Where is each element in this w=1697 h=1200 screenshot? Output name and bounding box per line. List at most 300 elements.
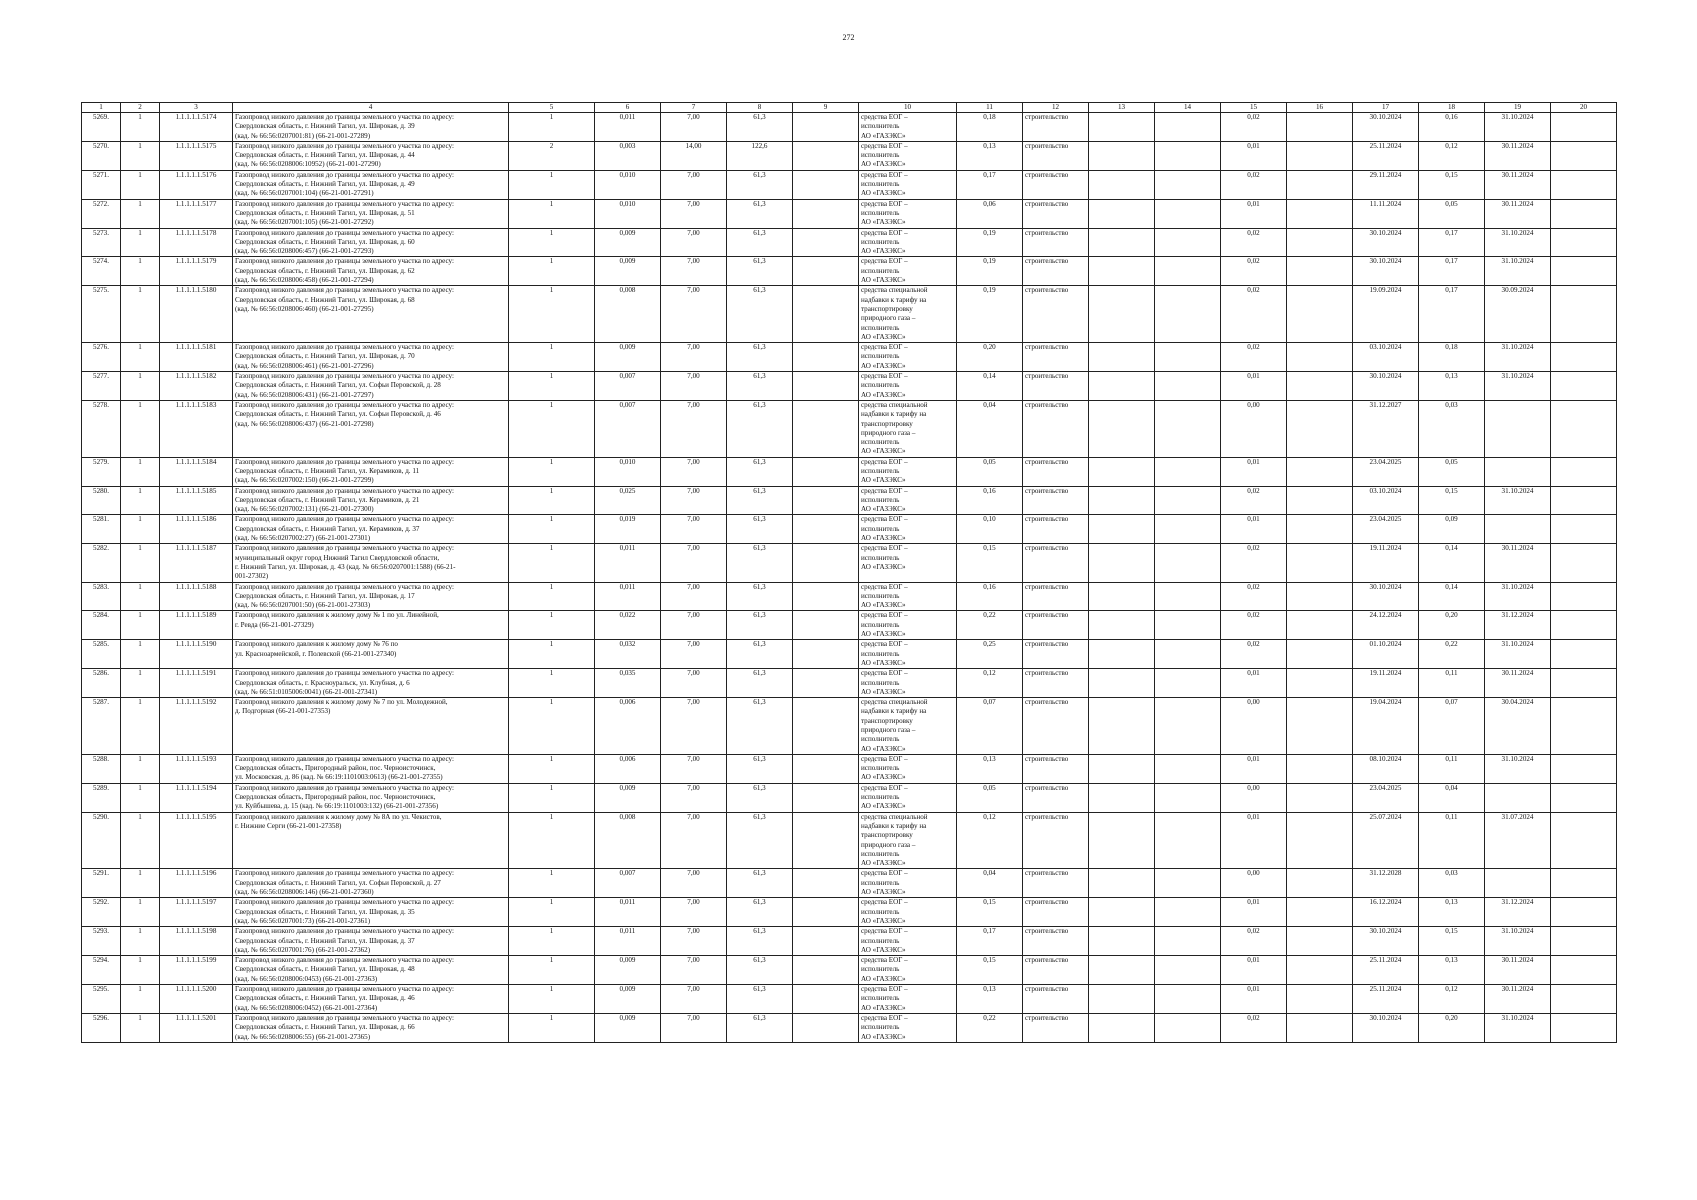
cell-col-7: 7,00	[661, 228, 727, 257]
cell-col-5: 1	[509, 927, 595, 956]
work-type: строительство	[1023, 927, 1089, 956]
cell-col-6: 0,009	[595, 228, 661, 257]
cell-col-20	[1551, 869, 1617, 898]
cell-col-9	[793, 956, 859, 985]
cell-col-5: 1	[509, 956, 595, 985]
table-row	[82, 582, 1617, 611]
work-type: строительство	[1023, 343, 1089, 372]
row-number: 5293.	[82, 927, 121, 956]
start-date: 19.09.2024	[1353, 286, 1419, 343]
row-number: 5270.	[82, 141, 121, 170]
cell-col-18: 0,12	[1419, 141, 1485, 170]
object-description-line: г. Нижний Тагил, ул. Широкая, д. 43 (кад. № 66:56:0207001:1588) (66-21-	[235, 562, 456, 571]
cell-col-16	[1287, 199, 1353, 228]
funding-source	[859, 400, 957, 457]
cell-col-18: 0,15	[1419, 927, 1485, 956]
cell-col-16	[1287, 985, 1353, 1014]
row-number: 5283.	[82, 582, 121, 611]
object-description	[233, 257, 509, 286]
cell-col-16	[1287, 257, 1353, 286]
object-description-line: Свердловская область, г. Красноуральск, ул. Клубная, д. 6	[235, 678, 410, 687]
funding-source-line: АО «ГАЗЭКС»	[861, 131, 906, 140]
cell-col-7: 7,00	[661, 640, 727, 669]
cell-col-8: 61,3	[727, 113, 793, 142]
funding-source-line: средства ЕОГ –	[861, 257, 908, 266]
cell-col-9	[793, 257, 859, 286]
cell-col-8: 61,3	[727, 640, 793, 669]
cell-col-9	[793, 927, 859, 956]
cell-col-11: 0,15	[957, 898, 1023, 927]
row-number: 5275.	[82, 286, 121, 343]
cell-col-15: 0,02	[1221, 582, 1287, 611]
object-code: 1.1.1.1.1.5199	[160, 956, 233, 985]
end-date: 31.10.2024	[1485, 927, 1551, 956]
object-description	[233, 515, 509, 544]
cell-col-8: 61,3	[727, 669, 793, 698]
cell-col-15: 0,02	[1221, 228, 1287, 257]
end-date: 31.10.2024	[1485, 486, 1551, 515]
funding-source-line: средства специальной	[861, 286, 928, 295]
cell-col-6: 0,007	[595, 400, 661, 457]
cell-col-9	[793, 170, 859, 199]
cell-col-18: 0,15	[1419, 170, 1485, 199]
funding-source-line: АО «ГАЗЭКС»	[861, 945, 906, 954]
end-date: 31.10.2024	[1485, 1013, 1551, 1042]
cell-col-14	[1155, 515, 1221, 544]
table-row	[82, 257, 1617, 286]
cell-col-11: 0,15	[957, 544, 1023, 582]
funding-source-line: средства ЕОГ –	[861, 956, 908, 965]
table-row	[82, 170, 1617, 199]
cell-col-15: 0,02	[1221, 1013, 1287, 1042]
funding-source-line: исполнитель	[861, 237, 900, 246]
cell-col-9	[793, 898, 859, 927]
row-number: 5279.	[82, 457, 121, 486]
table-row	[82, 640, 1617, 669]
cell-col-15: 0,02	[1221, 611, 1287, 640]
cell-col-2: 1	[121, 640, 160, 669]
cell-col-13	[1089, 170, 1155, 199]
row-number: 5272.	[82, 199, 121, 228]
object-code: 1.1.1.1.1.5179	[160, 257, 233, 286]
row-number: 5273.	[82, 228, 121, 257]
cell-col-16	[1287, 544, 1353, 582]
funding-source-line: АО «ГАЗЭКС»	[861, 505, 906, 514]
funding-source-line: АО «ГАЗЭКС»	[861, 687, 906, 696]
cell-col-16	[1287, 113, 1353, 142]
column-number: 15	[1221, 103, 1287, 113]
funding-source	[859, 582, 957, 611]
table-row	[82, 985, 1617, 1014]
funding-source	[859, 898, 957, 927]
start-date: 19.04.2024	[1353, 698, 1419, 755]
cell-col-18: 0,13	[1419, 372, 1485, 401]
object-description	[233, 1013, 509, 1042]
cell-col-7: 7,00	[661, 400, 727, 457]
end-date: 30.11.2024	[1485, 669, 1551, 698]
end-date: 30.11.2024	[1485, 985, 1551, 1014]
work-type: строительство	[1023, 170, 1089, 199]
work-type: строительство	[1023, 199, 1089, 228]
object-description	[233, 113, 509, 142]
object-description-line: Газопровод низкого давления до границы земельного участка по адресу:	[235, 228, 454, 237]
cell-col-6: 0,032	[595, 640, 661, 669]
cell-col-15: 0,02	[1221, 544, 1287, 582]
object-description-line: Газопровод низкого давления до границы земельного участка по адресу:	[235, 898, 454, 907]
work-type: строительство	[1023, 812, 1089, 869]
cell-col-20	[1551, 457, 1617, 486]
column-number: 18	[1419, 103, 1485, 113]
table-row	[82, 812, 1617, 869]
cell-col-15: 0,01	[1221, 898, 1287, 927]
cell-col-7: 7,00	[661, 927, 727, 956]
cell-col-13	[1089, 812, 1155, 869]
cell-col-16	[1287, 783, 1353, 812]
object-description-line: 001-27302)	[235, 572, 269, 581]
funding-source-line: исполнитель	[861, 649, 900, 658]
start-date: 24.12.2024	[1353, 611, 1419, 640]
page-number: 272	[842, 33, 855, 42]
cell-col-20	[1551, 544, 1617, 582]
cell-col-11: 0,04	[957, 400, 1023, 457]
cell-col-15: 0,00	[1221, 869, 1287, 898]
cell-col-14	[1155, 113, 1221, 142]
cell-col-8: 61,3	[727, 698, 793, 755]
cell-col-16	[1287, 515, 1353, 544]
cell-col-9	[793, 669, 859, 698]
cell-col-15: 0,02	[1221, 257, 1287, 286]
cell-col-7: 7,00	[661, 898, 727, 927]
cell-col-8: 61,3	[727, 582, 793, 611]
object-description	[233, 985, 509, 1014]
cell-col-6: 0,011	[595, 582, 661, 611]
object-description	[233, 544, 509, 582]
work-type: строительство	[1023, 640, 1089, 669]
cell-col-13	[1089, 228, 1155, 257]
start-date: 03.10.2024	[1353, 343, 1419, 372]
cell-col-15: 0,02	[1221, 927, 1287, 956]
work-type: строительство	[1023, 228, 1089, 257]
end-date: 31.10.2024	[1485, 113, 1551, 142]
funding-source-line: исполнитель	[861, 793, 900, 802]
cell-col-6: 0,009	[595, 985, 661, 1014]
object-description-line: Газопровод низкого давления до границы земельного участка по адресу:	[235, 956, 454, 965]
start-date: 30.10.2024	[1353, 372, 1419, 401]
start-date: 30.10.2024	[1353, 257, 1419, 286]
cell-col-13	[1089, 927, 1155, 956]
funding-source-line: средства ЕОГ –	[861, 898, 908, 907]
table-row	[82, 898, 1617, 927]
funding-source	[859, 985, 957, 1014]
cell-col-13	[1089, 611, 1155, 640]
column-number: 16	[1287, 103, 1353, 113]
funding-source-line: АО «ГАЗЭКС»	[861, 773, 906, 782]
cell-col-13	[1089, 754, 1155, 783]
cell-col-15: 0,00	[1221, 698, 1287, 755]
row-number: 5287.	[82, 698, 121, 755]
funding-source-line: исполнитель	[861, 907, 900, 916]
funding-source-line: АО «ГАЗЭКС»	[861, 630, 906, 639]
cell-col-6: 0,019	[595, 515, 661, 544]
object-description-line: Газопровод низкого давления к жилому дому № 76 по	[235, 640, 398, 649]
funding-source	[859, 343, 957, 372]
cell-col-2: 1	[121, 869, 160, 898]
cell-col-13	[1089, 898, 1155, 927]
cell-col-8: 61,3	[727, 170, 793, 199]
start-date: 23.04.2025	[1353, 783, 1419, 812]
funding-source-line: средства ЕОГ –	[861, 783, 908, 792]
work-type: строительство	[1023, 400, 1089, 457]
cell-col-15: 0,02	[1221, 113, 1287, 142]
cell-col-11: 0,10	[957, 515, 1023, 544]
funding-source	[859, 611, 957, 640]
cell-col-7: 7,00	[661, 544, 727, 582]
funding-source-line: исполнитель	[861, 466, 900, 475]
object-description-line: Газопровод низкого давления до границы земельного участка по адресу:	[235, 927, 454, 936]
object-description	[233, 754, 509, 783]
cell-col-2: 1	[121, 141, 160, 170]
cell-col-6: 0,010	[595, 199, 661, 228]
funding-source-line: исполнитель	[861, 151, 900, 160]
object-description-line: Газопровод низкого давления до границы земельного участка по адресу:	[235, 783, 454, 792]
end-date: 30.04.2024	[1485, 698, 1551, 755]
cell-col-6: 0,006	[595, 754, 661, 783]
cell-col-16	[1287, 669, 1353, 698]
funding-source-line: АО «ГАЗЭКС»	[861, 247, 906, 256]
cell-col-9	[793, 754, 859, 783]
object-code: 1.1.1.1.1.5185	[160, 486, 233, 515]
cell-col-20	[1551, 640, 1617, 669]
cell-col-15: 0,01	[1221, 199, 1287, 228]
funding-source-line: АО «ГАЗЭКС»	[861, 744, 906, 753]
object-description-line: (кад. № 66:51:0105006:0041) (66-21-001-27341)	[235, 687, 378, 696]
cell-col-2: 1	[121, 698, 160, 755]
cell-col-14	[1155, 457, 1221, 486]
cell-col-11: 0,05	[957, 783, 1023, 812]
table-row	[82, 457, 1617, 486]
table-row	[82, 754, 1617, 783]
funding-source-line: средства специальной	[861, 812, 928, 821]
cell-col-9	[793, 141, 859, 170]
funding-source-line: АО «ГАЗЭКС»	[861, 916, 906, 925]
cell-col-13	[1089, 783, 1155, 812]
cell-col-2: 1	[121, 400, 160, 457]
cell-col-14	[1155, 812, 1221, 869]
column-number: 8	[727, 103, 793, 113]
cell-col-6: 0,006	[595, 698, 661, 755]
object-description-line: Газопровод низкого давления до границы земельного участка по адресу:	[235, 754, 454, 763]
cell-col-7: 7,00	[661, 343, 727, 372]
cell-col-13	[1089, 372, 1155, 401]
funding-source-line: средства ЕОГ –	[861, 515, 908, 524]
cell-col-6: 0,009	[595, 783, 661, 812]
funding-source-line: АО «ГАЗЭКС»	[861, 476, 906, 485]
cell-col-20	[1551, 927, 1617, 956]
work-type: строительство	[1023, 611, 1089, 640]
cell-col-15: 0,02	[1221, 640, 1287, 669]
cell-col-20	[1551, 515, 1617, 544]
cell-col-2: 1	[121, 956, 160, 985]
object-description-line: Свердловская область, г. Нижний Тагил, ул. Софьи Перовской, д. 28	[235, 381, 441, 390]
end-date: 31.10.2024	[1485, 640, 1551, 669]
cell-col-2: 1	[121, 812, 160, 869]
object-description-line: (кад. № 66:56:0208006:457) (66-21-001-27293)	[235, 247, 374, 256]
funding-source-line: средства ЕОГ –	[861, 170, 908, 179]
cell-col-14	[1155, 544, 1221, 582]
funding-source-line: АО «ГАЗЭКС»	[861, 974, 906, 983]
object-description	[233, 898, 509, 927]
funding-source-line: средства ЕОГ –	[861, 985, 908, 994]
cell-col-16	[1287, 869, 1353, 898]
cell-col-11: 0,15	[957, 956, 1023, 985]
cell-col-8: 61,3	[727, 611, 793, 640]
cell-col-7: 7,00	[661, 113, 727, 142]
row-number: 5288.	[82, 754, 121, 783]
column-number: 14	[1155, 103, 1221, 113]
start-date: 31.12.2028	[1353, 869, 1419, 898]
cell-col-18: 0,12	[1419, 985, 1485, 1014]
cell-col-9	[793, 640, 859, 669]
column-number: 7	[661, 103, 727, 113]
cell-col-7: 7,00	[661, 170, 727, 199]
object-description-line: Свердловская область, Пригородный район, пос. Черноисточинск,	[235, 793, 436, 802]
funding-source	[859, 372, 957, 401]
cell-col-8: 61,3	[727, 257, 793, 286]
funding-source-line: средства ЕОГ –	[861, 927, 908, 936]
table-row	[82, 783, 1617, 812]
cell-col-14	[1155, 985, 1221, 1014]
cell-col-11: 0,20	[957, 343, 1023, 372]
start-date: 30.10.2024	[1353, 582, 1419, 611]
object-description	[233, 228, 509, 257]
end-date: 31.12.2024	[1485, 611, 1551, 640]
cell-col-13	[1089, 400, 1155, 457]
cell-col-7: 7,00	[661, 515, 727, 544]
start-date: 30.10.2024	[1353, 228, 1419, 257]
object-description	[233, 611, 509, 640]
object-description-line: (кад. № 66:56:0208006:0452) (66-21-001-27364)	[235, 1003, 378, 1012]
cell-col-20	[1551, 1013, 1617, 1042]
cell-col-14	[1155, 783, 1221, 812]
object-code: 1.1.1.1.1.5201	[160, 1013, 233, 1042]
funding-source-line: надбавки к тарифу на	[861, 821, 927, 830]
cell-col-2: 1	[121, 343, 160, 372]
funding-source	[859, 228, 957, 257]
funding-source-line: исполнитель	[861, 591, 900, 600]
cell-col-6: 0,009	[595, 1013, 661, 1042]
cell-col-8: 61,3	[727, 400, 793, 457]
cell-col-2: 1	[121, 754, 160, 783]
funding-source-line: АО «ГАЗЭКС»	[861, 447, 906, 456]
cell-col-6: 0,035	[595, 669, 661, 698]
object-code: 1.1.1.1.1.5188	[160, 582, 233, 611]
cell-col-8: 61,3	[727, 783, 793, 812]
start-date: 01.10.2024	[1353, 640, 1419, 669]
cell-col-6: 0,011	[595, 927, 661, 956]
object-description	[233, 640, 509, 669]
funding-source-line: средства ЕОГ –	[861, 457, 908, 466]
cell-col-9	[793, 985, 859, 1014]
cell-col-2: 1	[121, 199, 160, 228]
object-description-line: Свердловская область, г. Нижний Тагил, ул. Широкая, д. 37	[235, 936, 415, 945]
object-description-line: Свердловская область, Пригородный район, пос. Черноисточинск,	[235, 764, 436, 773]
cell-col-6: 0,011	[595, 544, 661, 582]
work-type: строительство	[1023, 783, 1089, 812]
cell-col-8: 61,3	[727, 898, 793, 927]
object-description	[233, 582, 509, 611]
cell-col-15: 0,01	[1221, 372, 1287, 401]
object-description-line: (кад. № 66:56:0208006:10952) (66-21-001-27290)	[235, 160, 381, 169]
cell-col-14	[1155, 1013, 1221, 1042]
cell-col-11: 0,25	[957, 640, 1023, 669]
funding-source-line: средства ЕОГ –	[861, 372, 908, 381]
work-type: строительство	[1023, 698, 1089, 755]
end-date: 31.10.2024	[1485, 343, 1551, 372]
end-date	[1485, 783, 1551, 812]
cell-col-16	[1287, 640, 1353, 669]
object-description-line: Свердловская область, г. Нижний Тагил, ул. Широкая, д. 48	[235, 965, 415, 974]
object-code: 1.1.1.1.1.5196	[160, 869, 233, 898]
funding-source-line: средства ЕОГ –	[861, 1013, 908, 1022]
cell-col-5: 1	[509, 486, 595, 515]
start-date: 30.10.2024	[1353, 1013, 1419, 1042]
cell-col-13	[1089, 669, 1155, 698]
row-number: 5276.	[82, 343, 121, 372]
column-number: 4	[233, 103, 509, 113]
cell-col-20	[1551, 812, 1617, 869]
cell-col-16	[1287, 956, 1353, 985]
cell-col-6: 0,009	[595, 956, 661, 985]
table-row	[82, 698, 1617, 755]
cell-col-14	[1155, 669, 1221, 698]
cell-col-16	[1287, 343, 1353, 372]
cell-col-7: 7,00	[661, 754, 727, 783]
cell-col-6: 0,009	[595, 343, 661, 372]
cell-col-18: 0,15	[1419, 486, 1485, 515]
funding-source	[859, 1013, 957, 1042]
funding-source	[859, 113, 957, 142]
start-date: 19.11.2024	[1353, 669, 1419, 698]
cell-col-15: 0,01	[1221, 812, 1287, 869]
cell-col-11: 0,13	[957, 754, 1023, 783]
cell-col-9	[793, 783, 859, 812]
end-date: 30.09.2024	[1485, 286, 1551, 343]
cell-col-5: 1	[509, 257, 595, 286]
cell-col-18: 0,14	[1419, 544, 1485, 582]
end-date: 30.11.2024	[1485, 170, 1551, 199]
cell-col-20	[1551, 400, 1617, 457]
end-date: 31.12.2024	[1485, 898, 1551, 927]
cell-col-14	[1155, 286, 1221, 343]
cell-col-7: 7,00	[661, 956, 727, 985]
work-type: строительство	[1023, 544, 1089, 582]
object-description-line: (кад. № 66:56:0207001:73) (66-21-001-27361)	[235, 916, 371, 925]
funding-source-line: природного газа –	[861, 726, 916, 734]
cell-col-5: 1	[509, 582, 595, 611]
end-date	[1485, 457, 1551, 486]
object-code: 1.1.1.1.1.5177	[160, 199, 233, 228]
object-description-line: Свердловская область, г. Нижний Тагил, ул. Широкая, д. 35	[235, 907, 415, 916]
cell-col-6: 0,003	[595, 141, 661, 170]
cell-col-14	[1155, 898, 1221, 927]
cell-col-16	[1287, 1013, 1353, 1042]
start-date: 29.11.2024	[1353, 170, 1419, 199]
row-number: 5286.	[82, 669, 121, 698]
object-description-line: Газопровод низкого давления до границы земельного участка по адресу:	[235, 457, 454, 466]
cell-col-5: 1	[509, 898, 595, 927]
cell-col-2: 1	[121, 783, 160, 812]
object-description-line: Свердловская область, г. Нижний Тагил, ул. Широкая, д. 39	[235, 122, 415, 131]
